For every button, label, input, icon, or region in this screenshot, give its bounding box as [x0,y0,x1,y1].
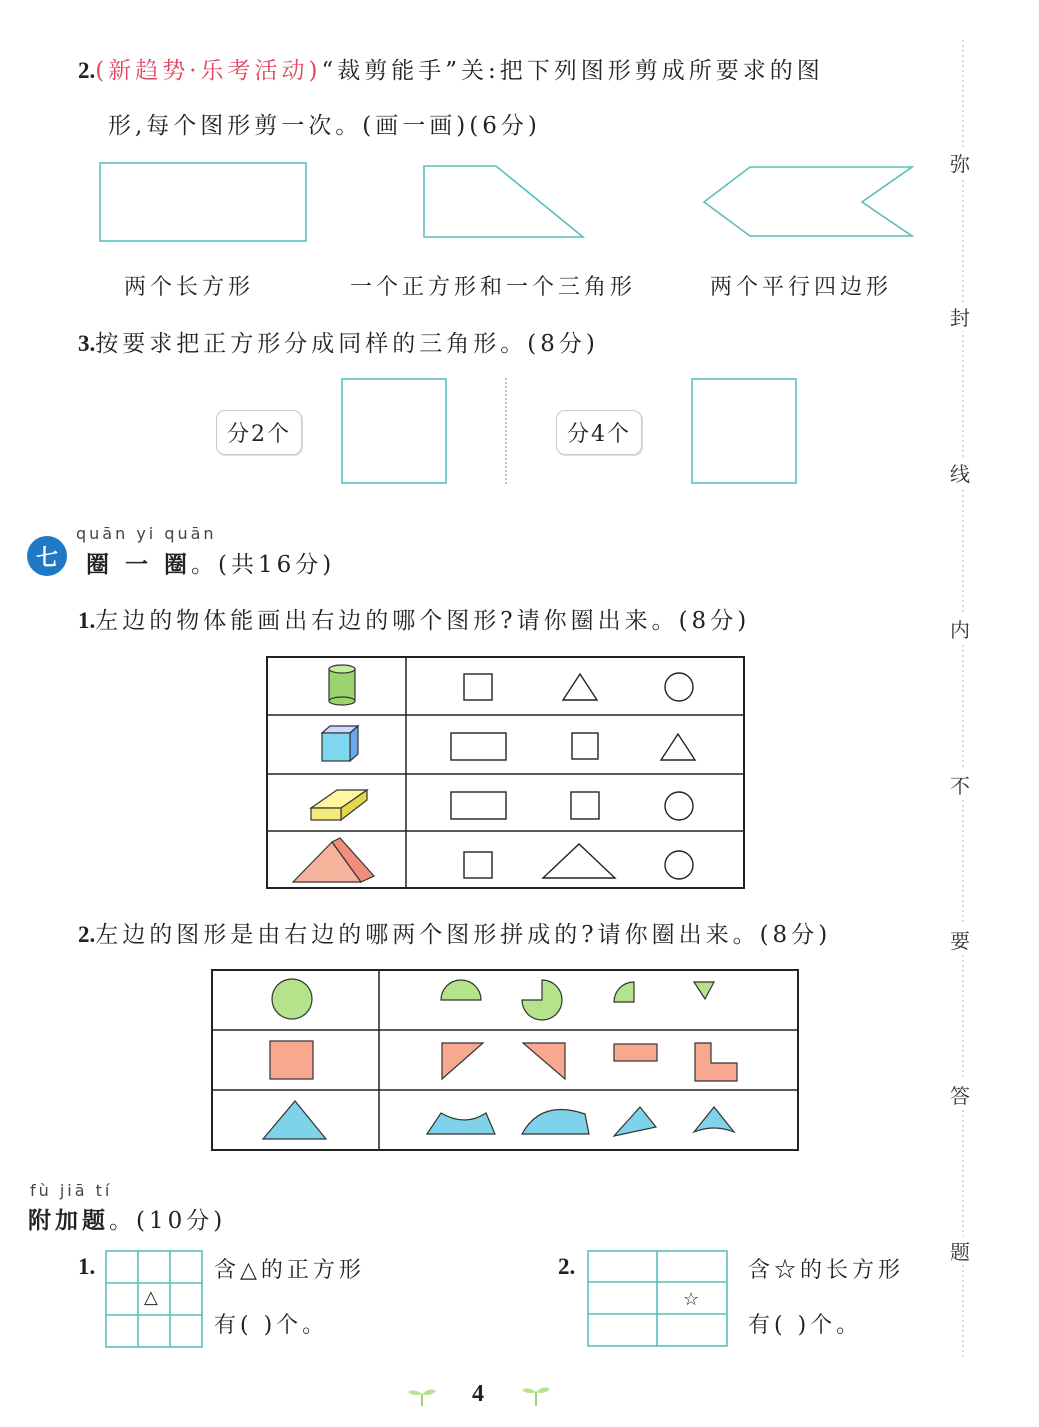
side-char-3: 线 [950,458,970,487]
bonus-pinyin: fù jiā tí [30,1181,113,1200]
star-mark: ☆ [683,1289,700,1310]
q2-number: 2. [78,58,96,83]
option-circle[interactable] [665,673,693,701]
option-square[interactable] [464,852,492,878]
option-square[interactable] [571,792,599,819]
bonus-grid-2 [587,1250,729,1348]
bonus-q1-line1: 含△的正方形 [214,1258,365,1283]
cube-object [322,726,358,761]
page-number: 4 [472,1381,484,1407]
q3-squares [330,370,810,490]
option-semicircle[interactable] [441,980,481,1000]
option-small-sector[interactable] [694,982,714,999]
q2-text2: 形,每个图形剪一次。(画一画)(6分) [108,113,541,139]
object-shape-table [266,656,746,890]
section7-heading [86,546,335,579]
bonus-q2-answer[interactable]: 有( )个。 [748,1313,863,1338]
bonus-heading [28,1202,226,1235]
option-rectangle[interactable] [451,792,506,819]
option-concave-piece[interactable] [427,1113,495,1134]
option-triangle-b[interactable] [523,1043,565,1079]
rectangle-shape [100,163,306,241]
q3-line [78,325,599,358]
option-three-quarter-circle[interactable] [522,980,562,1020]
cylinder-object [329,665,355,705]
triangle-target [263,1101,326,1139]
side-char-4: 内 [950,614,970,643]
s7-q1-number: 1. [78,608,96,633]
option-square[interactable] [464,674,492,700]
s7-q1-text: 左边的物体能画出右边的哪个图形?请你圈出来。(8分) [95,608,751,634]
side-char-5: 不 [950,770,970,799]
triangular-prism-object [293,838,374,882]
circle-target [272,979,312,1019]
arrow-shape [704,167,912,236]
option-l-shape[interactable] [695,1043,737,1081]
side-char-2: 封 [950,302,970,331]
side-char-6: 要 [950,925,970,954]
bonus-q1-number: 1. [78,1254,96,1279]
s7-q2-text: 左边的图形是由右边的哪两个图形拼成的?请你圈出来。(8分) [95,922,832,948]
section7-pinyin: quān yi quān [76,524,217,543]
q3-number: 3. [78,331,96,356]
option-rectangle[interactable] [451,733,506,760]
seal-line [955,40,971,1360]
option-triangle[interactable] [563,674,597,700]
q2-line1 [78,52,824,85]
q2-tag: (新趋势·乐考活动) [95,58,322,84]
sprout-icon-left [408,1390,436,1406]
option-circle[interactable] [665,792,693,820]
s7-q1-line [78,602,750,635]
section7-title: 圈 一 圈 [86,551,192,578]
bonus-q2-number: 2. [558,1254,576,1279]
triangle-mark: △ [144,1287,158,1308]
option-triangle[interactable] [543,844,615,878]
q2-shapes [0,150,940,250]
label-square-triangle: 一个正方形和一个三角形 [350,275,637,300]
side-char-8: 题 [950,1236,970,1265]
square-target [270,1041,313,1079]
option-quarter-circle[interactable] [614,982,634,1002]
cuboid-object [311,790,367,820]
option-circle[interactable] [665,851,693,879]
trapezoid-shape [424,166,583,237]
tag-divide-4: 分4个 [556,410,642,455]
square-shape-1 [342,379,446,483]
option-triangle[interactable] [661,734,695,760]
side-char-7: 答 [950,1080,970,1109]
s7-q2-number: 2. [78,922,96,947]
sprout-icon-right [522,1388,550,1406]
label-two-parallelograms: 两个平行四边形 [710,275,893,300]
tag-divide-2: 分2个 [216,410,302,455]
side-char-1: 弥 [950,148,970,177]
option-triangle-a[interactable] [442,1043,483,1079]
s7-q2-line [78,916,831,949]
q3-text: 按要求把正方形分成同样的三角形。(8分) [95,331,599,357]
option-square[interactable] [572,733,598,759]
bonus-score: 。(10分) [109,1208,227,1234]
square-shape-2 [692,379,796,483]
bonus-q1-answer[interactable]: 有( )个。 [214,1313,329,1338]
q2-text1: “裁剪能手”关:把下列图形剪成所要求的图 [321,58,824,84]
option-small-triangle[interactable] [614,1107,656,1136]
bonus-title: 附加题 [28,1207,109,1234]
section7-score: 。(共16分) [191,552,336,578]
option-convex-piece[interactable] [522,1110,589,1135]
section7-badge: 七 [27,536,67,576]
option-curved-triangle[interactable] [694,1107,734,1132]
option-rectangle[interactable] [614,1044,657,1061]
bonus-q2-line1: 含☆的长方形 [748,1258,905,1283]
compose-shape-table [211,969,801,1152]
label-two-rectangles: 两个长方形 [124,275,255,300]
